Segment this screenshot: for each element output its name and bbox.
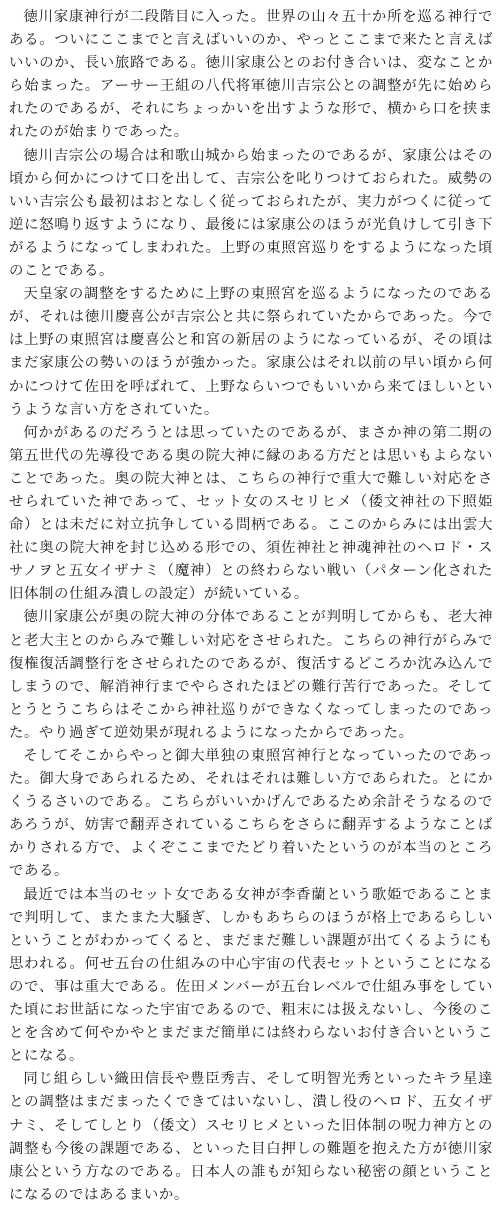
paragraph-5: 徳川家康公が奥の院大神の分体であることが判明してからも、老大神と老大主とのからみで難しい対応をさせられた。こちらの神行がらみで復権復活調整行をさせられたのであるが、復活するどころか沈み込んでしまうので、解消神行までやらされたほどの難行苦行であった。そしてとうとうこちらはそこから神社巡りができなくなってしまったのであった。やり過ぎて逆効果が現れるようになったからであった。: [9, 609, 493, 741]
paragraph-2: 徳川吉宗公の場合は和歌山城から始まったのであるが、家康公はその頃から何かにつけて口を出して、吉宗公を叱りつけておられた。威勢のいい吉宗公も最初はおとなしく従っておられたが、実力がつくに従って逆に怒鳴り返すようになり、最後には家康公のほうが光負けして引き下がるようになってしまわれた。上野の東照宮巡りをするようになった頃のことである。: [9, 147, 493, 280]
paragraph-7: 最近では本当のセット女である女神が李香蘭という歌姫であることまで判明して、またまた大騒ぎ、しかもあちらのほうが格上であるらしいということがわかってくると、まだまだ難しい課題が出てくるようにも思われる。何せ五台の仕組みの中心宇宙の代表セットということになるので、事は重大である。佐田メンバーが五台レベルで仕組み事をしていた頃にお世話になった宇宙であるので、粗末には扱えないし、今後のことを含めて何やかやとまだまだ簡単には終わらないお付き合いということになる。: [9, 886, 493, 1065]
paragraph-8: 同じ組らしい織田信長や豊臣秀吉、そして明智光秀といったキラ星達との調整はまだまったくできてはいないし、潰し役のヘロド、五女イザナミ、そしてしとり（倭文）スセリヒメといった旧体制の呪力神方との調整も今後の課題である、といった目白押しの難題を抱えた方が徳川家康公という方なのである。日本人の誰もが知らない秘密の顔ということになるのではあるまいか。: [9, 1071, 493, 1203]
document-body: [9, 6, 493, 1207]
paragraph-3: 天皇家の調整をするために上野の東照宮を巡るようになったのであるが、それは徳川慶喜公が吉宗公と共に祭られていたからであった。今では上野の東照宮は慶喜公と和宮の新居のようになっているが、その頃はまだ家康公の勢いのほうが強かった。家康公はそれ以前の早い頃から何かにつけて佐田を呼ばれて、上野ならいつでもいいから来てほしいというような言い方をされていた。: [9, 286, 493, 418]
paragraph-4: 何かがあるのだろうとは思っていたのであるが、まさか神の第二期の第五世代の先導役である奥の院大神に縁のある方だとは思いもよらないことであった。奥の院大神とは、こちらの神行で重大で難しい対応をさせられていた神であって、セット女のスセリヒメ（倭文神社の下照姫命）とは未だに対立抗争している問柄である。ここのからみには出雲大社に奥の院大神を封じ込める形での、須佐神社と神魂神社のヘロド・スサノヲと五女イザナミ（魔神）との終わらない戦い（パターン化された旧体制の仕組み潰しの設定）が続いている。: [9, 424, 493, 603]
paragraph-6: そしてそこからやっと御大単独の東照宮神行となっていったのであった。御大身であられるため、それはそれは難しい方であられた。とにかくうるさいのである。こちらがいいかげんであるため余計そうなるのであろうが、妨害で翻弄されているこちらをさらに翻弄するようなことばかりされる方で、よくぞここまでたどり着いたというのが本当のところである。: [9, 748, 493, 880]
paragraph-1: 徳川家康神行が二段階目に入った。世界の山々五十か所を巡る神行である。ついにここまでと言えばいいのか、やっとここまで来たと言えばいいのか、長い旅路である。徳川家康公とのお付き合いは、変なことから始まった。アーサー王組の八代将軍徳川吉宗公との調整が先に始められたのであるが、それにちょっかいを出すような形で、横から口を挟まれたのが始まりであった。: [9, 9, 493, 141]
